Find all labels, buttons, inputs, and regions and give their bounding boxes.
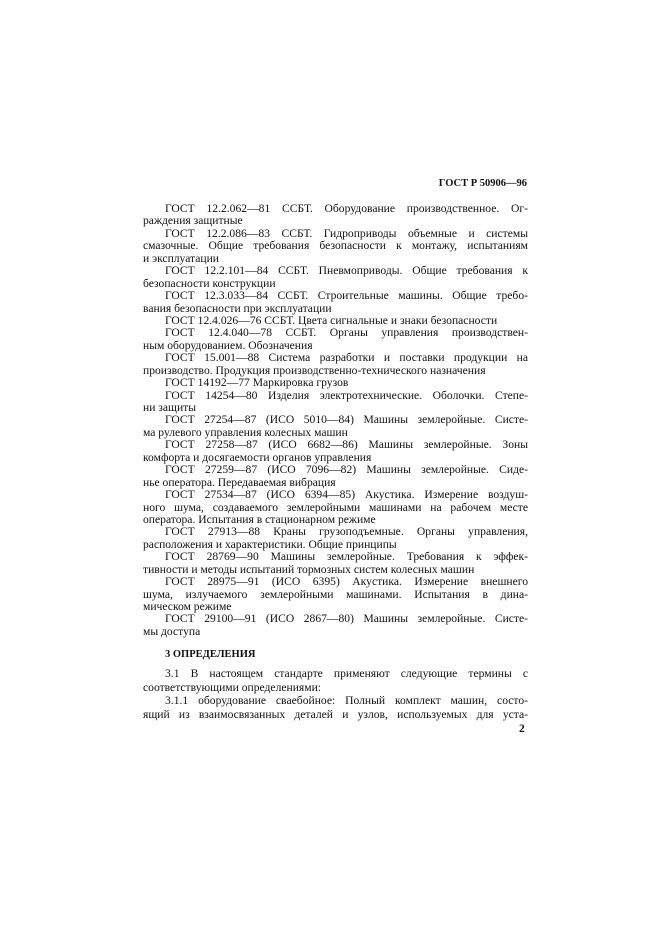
- text-line: ГОСТ 27254—87 (ИСО 5010—84) Машины землеройные. Систе-: [165, 414, 528, 427]
- reference-entry: [143, 551, 528, 576]
- text-line: расположения и характеристики. Общие принципы: [143, 538, 397, 551]
- text-line: ГОСТ 27259—87 (ИСО 7096—82) Машины землеройные. Сиде-: [165, 464, 528, 477]
- text-line: мическом режиме: [143, 601, 232, 613]
- text-line: ящий из взаимосвязанных деталей и узлов, используемых для уста-: [143, 707, 528, 721]
- text-line: и эксплуатации: [143, 252, 220, 265]
- text-line: ни защиты: [143, 402, 197, 414]
- definition-paragraph: [143, 667, 528, 694]
- text-line: ГОСТ 27913—88 Краны грузоподъемные. Органы управления,: [165, 526, 528, 539]
- reference-entry: [143, 228, 528, 265]
- text-line: ГОСТ 12.2.101—84 ССБТ. Пневмоприводы. Общие требования к: [165, 265, 528, 278]
- text-line: тивности и методы испытаний тормозных систем колесных машин: [143, 563, 475, 576]
- text-line: ного шума, создаваемого землеройными машинами на рабочем месте: [143, 501, 528, 514]
- normative-references-list: [143, 203, 528, 638]
- text-line: вания безопасности при эксплуатации: [143, 302, 332, 315]
- text-line: ным оборудованием. Обозначения: [143, 339, 313, 352]
- text-line: комфорта и досягаемости органов управления: [143, 451, 372, 464]
- reference-entry: [143, 290, 528, 315]
- reference-entry: [143, 265, 528, 290]
- reference-entry: [143, 489, 528, 526]
- text-line: мы доступа: [143, 625, 201, 638]
- reference-entry: [143, 414, 528, 439]
- text-line: раждения защитные: [143, 215, 243, 228]
- page-number: 2: [519, 723, 525, 735]
- reference-entry: [143, 576, 528, 613]
- text-line: ГОСТ 27534—87 (ИСО 6394—85) Акустика. Измерение воздуш-: [165, 489, 528, 502]
- text-line: ГОСТ 28769—90 Машины землеройные. Требования к эффек-: [165, 551, 528, 564]
- definitions-text: [143, 667, 528, 721]
- section-title: 3 ОПРЕДЕЛЕНИЯ: [165, 649, 256, 660]
- text-line: безопасности конструкции: [143, 277, 276, 290]
- text-line: смазочные. Общие требования безопасности к монтажу, испытаниям: [143, 240, 528, 253]
- definition-paragraph: [143, 694, 528, 721]
- text-line: шума, излучаемого землеройными машинами. Испытания в дина-: [143, 588, 528, 601]
- text-line: ГОСТ 12.2.062—81 ССБТ. Оборудование производственное. Ог-: [165, 203, 528, 215]
- text-line: ГОСТ 14192—77 Маркировка грузов: [165, 377, 349, 390]
- reference-entry: [143, 327, 528, 352]
- text-line: ГОСТ 29100—91 (ИСО 2867—80) Машины землеройные. Систе-: [165, 613, 528, 626]
- text-line: ГОСТ 12.2.086—83 ССБТ. Гидроприводы объемные и системы: [165, 227, 528, 240]
- reference-entry: [143, 613, 528, 638]
- text-line: ГОСТ 27258—87 (ИСО 6682—86) Машины землеройные. Зоны: [165, 439, 528, 452]
- reference-entry: [143, 439, 528, 464]
- document-header: ГОСТ Р 50906—96: [438, 178, 527, 189]
- text-line: 3.1.1 оборудование свaебойное: Полный комплект машин, состо-: [165, 694, 528, 707]
- text-line: соответствующими определениями:: [143, 680, 322, 694]
- text-line: оператора. Испытания в стационарном режиме: [143, 513, 376, 526]
- text-line: ГОСТ 12.4.040—78 ССБТ. Органы управления производствен-: [165, 327, 528, 340]
- reference-entry: [143, 352, 528, 377]
- reference-entry: [143, 464, 528, 489]
- reference-entry: [143, 315, 528, 327]
- reference-entry: [143, 203, 528, 228]
- text-line: ГОСТ 12.4.026—76 ССБТ. Цвета сигнальные и знаки безопасности: [165, 314, 498, 327]
- text-line: 3.1 В настоящем стандарте применяют следующие термины с: [165, 667, 528, 680]
- text-line: ГОСТ 15.001—88 Система разработки и поставки продукции на: [165, 352, 528, 365]
- text-line: нье оператора. Передаваемая вибрация: [143, 476, 336, 489]
- text-line: ГОСТ 12.3.033—84 ССБТ. Строительные машины. Общие требо-: [165, 290, 528, 303]
- text-line: ГОСТ 14254—80 Изделия электротехнические. Оболочки. Степе-: [165, 389, 528, 402]
- reference-entry: [143, 526, 528, 551]
- text-line: производство. Продукция производственно-технического назначения: [143, 364, 486, 377]
- text-line: ГОСТ 28975—91 (ИСО 6395) Акустика. Измерение внешнего: [165, 576, 528, 589]
- reference-entry: [143, 377, 528, 389]
- reference-entry: [143, 390, 528, 415]
- text-line: ма рулевого управления колесных машин: [143, 426, 348, 439]
